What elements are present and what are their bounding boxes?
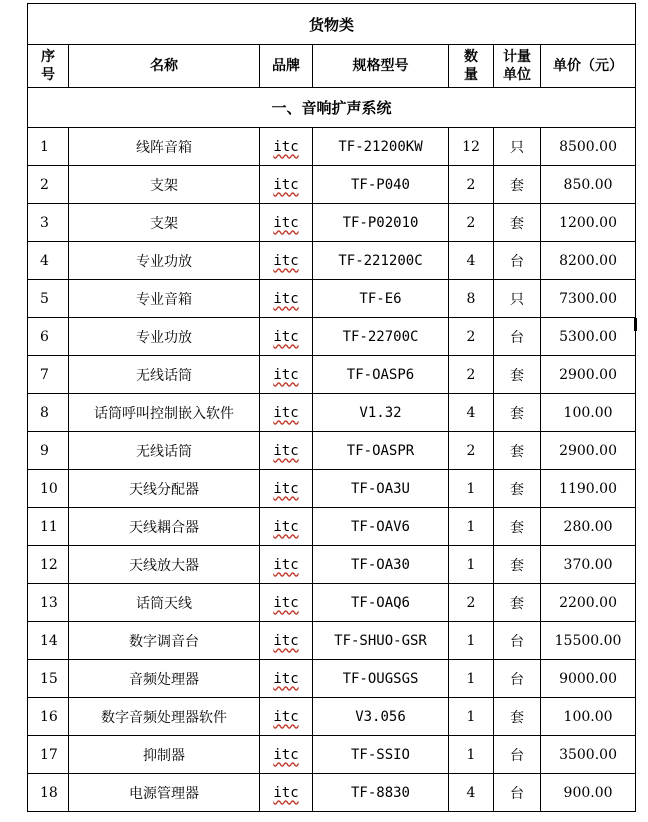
cell-index: 13 <box>28 584 69 622</box>
cell-price: 7300.00 <box>541 280 636 318</box>
cell-brand <box>260 660 313 698</box>
cell-index: 18 <box>28 774 69 812</box>
table-row <box>28 584 636 622</box>
cell-brand <box>260 204 313 242</box>
brand-text: itc <box>273 176 299 193</box>
cell-qty: 1 <box>449 736 494 774</box>
cell-name: 支架 <box>69 166 260 204</box>
cell-name: 数字调音台 <box>69 622 260 660</box>
cell-index: 3 <box>28 204 69 242</box>
cell-model: V3.056 <box>313 698 449 736</box>
cell-brand <box>260 242 313 280</box>
table-row <box>28 242 636 280</box>
brand-text: itc <box>273 594 299 611</box>
cell-unit: 套 <box>494 356 541 394</box>
cell-brand <box>260 584 313 622</box>
cell-index: 15 <box>28 660 69 698</box>
header-index-line2: 号 <box>41 67 55 83</box>
cell-qty: 1 <box>449 546 494 584</box>
cell-index: 9 <box>28 432 69 470</box>
cell-qty: 2 <box>449 166 494 204</box>
cell-unit: 台 <box>494 242 541 280</box>
brand-text: itc <box>273 784 299 801</box>
cell-unit: 套 <box>494 166 541 204</box>
table-row <box>28 508 636 546</box>
cell-unit: 台 <box>494 736 541 774</box>
cell-price: 370.00 <box>541 546 636 584</box>
table-row <box>28 622 636 660</box>
header-index <box>28 45 69 88</box>
cell-unit: 套 <box>494 584 541 622</box>
cell-unit: 套 <box>494 394 541 432</box>
header-row <box>28 45 636 88</box>
cell-model: TF-21200KW <box>313 128 449 166</box>
section-title: 一、音响扩声系统 <box>28 88 636 128</box>
cell-qty: 2 <box>449 356 494 394</box>
cell-unit: 台 <box>494 622 541 660</box>
table-row <box>28 204 636 242</box>
cell-index: 7 <box>28 356 69 394</box>
brand-text: itc <box>273 366 299 383</box>
cell-unit: 套 <box>494 698 541 736</box>
cell-price: 2200.00 <box>541 584 636 622</box>
brand-text: itc <box>273 556 299 573</box>
header-unit-line2: 单位 <box>503 67 531 83</box>
cell-unit: 套 <box>494 546 541 584</box>
table-row <box>28 470 636 508</box>
cell-model: TF-OASP6 <box>313 356 449 394</box>
cell-name: 线阵音箱 <box>69 128 260 166</box>
header-qty-line1: 数 <box>464 49 478 65</box>
title-row <box>28 4 636 45</box>
cell-price: 2900.00 <box>541 432 636 470</box>
brand-text: itc <box>273 708 299 725</box>
table-row <box>28 128 636 166</box>
cell-index: 1 <box>28 128 69 166</box>
header-unit <box>494 45 541 88</box>
cell-brand <box>260 622 313 660</box>
cell-model: TF-SHUO-GSR <box>313 622 449 660</box>
cell-price: 2900.00 <box>541 356 636 394</box>
cell-unit: 套 <box>494 432 541 470</box>
cell-price: 8500.00 <box>541 128 636 166</box>
cell-brand <box>260 128 313 166</box>
cell-index: 11 <box>28 508 69 546</box>
table-row <box>28 394 636 432</box>
cell-brand <box>260 774 313 812</box>
cell-name: 电源管理器 <box>69 774 260 812</box>
table-row <box>28 660 636 698</box>
cell-qty: 2 <box>449 204 494 242</box>
table-row <box>28 166 636 204</box>
brand-text: itc <box>273 442 299 459</box>
cell-name: 专业音箱 <box>69 280 260 318</box>
table-row <box>28 432 636 470</box>
table-row <box>28 774 636 812</box>
cell-unit: 台 <box>494 774 541 812</box>
cell-name: 天线耦合器 <box>69 508 260 546</box>
brand-text: itc <box>273 632 299 649</box>
cell-name: 无线话筒 <box>69 356 260 394</box>
table-row <box>28 546 636 584</box>
cell-price: 280.00 <box>541 508 636 546</box>
cell-unit: 套 <box>494 204 541 242</box>
cell-index: 2 <box>28 166 69 204</box>
table-row <box>28 318 636 356</box>
brand-text: itc <box>273 214 299 231</box>
cell-model: TF-P02010 <box>313 204 449 242</box>
cell-model: TF-OASPR <box>313 432 449 470</box>
cell-name: 专业功放 <box>69 318 260 356</box>
cell-qty: 4 <box>449 774 494 812</box>
cell-model: TF-OA3U <box>313 470 449 508</box>
cell-name: 抑制器 <box>69 736 260 774</box>
brand-text: itc <box>273 328 299 345</box>
cell-qty: 1 <box>449 698 494 736</box>
cell-name: 话筒天线 <box>69 584 260 622</box>
cell-price: 100.00 <box>541 394 636 432</box>
header-qty <box>449 45 494 88</box>
brand-text: itc <box>273 290 299 307</box>
cell-price: 5300.00 <box>541 318 636 356</box>
cell-name: 音频处理器 <box>69 660 260 698</box>
cell-model: TF-OA30 <box>313 546 449 584</box>
cell-model: TF-OUGSGS <box>313 660 449 698</box>
header-qty-line2: 量 <box>464 67 478 83</box>
cell-model: TF-OAV6 <box>313 508 449 546</box>
cell-qty: 8 <box>449 280 494 318</box>
cell-qty: 4 <box>449 242 494 280</box>
cell-price: 3500.00 <box>541 736 636 774</box>
cell-brand <box>260 470 313 508</box>
brand-text: itc <box>273 138 299 155</box>
table-body <box>28 128 636 812</box>
brand-text: itc <box>273 480 299 497</box>
cell-index: 12 <box>28 546 69 584</box>
header-price: 单价（元） <box>541 45 636 88</box>
edge-mark <box>634 318 637 331</box>
table-title: 货物类 <box>28 4 636 45</box>
cell-name: 支架 <box>69 204 260 242</box>
brand-text: itc <box>273 518 299 535</box>
cell-index: 10 <box>28 470 69 508</box>
cell-qty: 1 <box>449 660 494 698</box>
brand-text: itc <box>273 252 299 269</box>
cell-unit: 台 <box>494 660 541 698</box>
cell-price: 1190.00 <box>541 470 636 508</box>
cell-unit: 套 <box>494 470 541 508</box>
cell-price: 9000.00 <box>541 660 636 698</box>
cell-name: 数字音频处理器软件 <box>69 698 260 736</box>
brand-text: itc <box>273 746 299 763</box>
cell-qty: 1 <box>449 622 494 660</box>
brand-text: itc <box>273 404 299 421</box>
cell-index: 8 <box>28 394 69 432</box>
cell-model: V1.32 <box>313 394 449 432</box>
cell-name: 天线分配器 <box>69 470 260 508</box>
cell-model: TF-22700C <box>313 318 449 356</box>
cell-brand <box>260 432 313 470</box>
cell-unit: 台 <box>494 318 541 356</box>
header-model: 规格型号 <box>313 45 449 88</box>
section-row <box>28 88 636 128</box>
cell-qty: 2 <box>449 432 494 470</box>
cell-index: 16 <box>28 698 69 736</box>
cell-brand <box>260 356 313 394</box>
cell-model: TF-OAQ6 <box>313 584 449 622</box>
cell-qty: 2 <box>449 318 494 356</box>
cell-price: 8200.00 <box>541 242 636 280</box>
cell-brand <box>260 508 313 546</box>
cell-index: 4 <box>28 242 69 280</box>
cell-qty: 12 <box>449 128 494 166</box>
cell-price: 1200.00 <box>541 204 636 242</box>
cell-unit: 只 <box>494 128 541 166</box>
cell-name: 天线放大器 <box>69 546 260 584</box>
cell-model: TF-8830 <box>313 774 449 812</box>
cell-qty: 1 <box>449 470 494 508</box>
cell-unit: 套 <box>494 508 541 546</box>
cell-price: 850.00 <box>541 166 636 204</box>
cell-brand <box>260 546 313 584</box>
cell-unit: 只 <box>494 280 541 318</box>
header-index-line1: 序 <box>41 49 55 65</box>
cell-price: 15500.00 <box>541 622 636 660</box>
cell-price: 900.00 <box>541 774 636 812</box>
table-row <box>28 280 636 318</box>
cell-index: 5 <box>28 280 69 318</box>
cell-qty: 1 <box>449 508 494 546</box>
cell-brand <box>260 698 313 736</box>
cell-index: 17 <box>28 736 69 774</box>
cell-model: TF-SSIO <box>313 736 449 774</box>
cell-brand <box>260 736 313 774</box>
cell-model: TF-221200C <box>313 242 449 280</box>
cell-brand <box>260 166 313 204</box>
table-row <box>28 736 636 774</box>
cell-model: TF-E6 <box>313 280 449 318</box>
cell-qty: 2 <box>449 584 494 622</box>
cell-brand <box>260 394 313 432</box>
goods-table <box>27 3 636 812</box>
header-name: 名称 <box>69 45 260 88</box>
brand-text: itc <box>273 670 299 687</box>
cell-index: 6 <box>28 318 69 356</box>
cell-name: 专业功放 <box>69 242 260 280</box>
header-brand: 品牌 <box>260 45 313 88</box>
cell-brand <box>260 318 313 356</box>
cell-brand <box>260 280 313 318</box>
cell-name: 话筒呼叫控制嵌入软件 <box>69 394 260 432</box>
cell-model: TF-P040 <box>313 166 449 204</box>
cell-price: 100.00 <box>541 698 636 736</box>
cell-index: 14 <box>28 622 69 660</box>
header-unit-line1: 计量 <box>503 49 531 65</box>
cell-name: 无线话筒 <box>69 432 260 470</box>
cell-qty: 4 <box>449 394 494 432</box>
table-row <box>28 698 636 736</box>
table-row <box>28 356 636 394</box>
